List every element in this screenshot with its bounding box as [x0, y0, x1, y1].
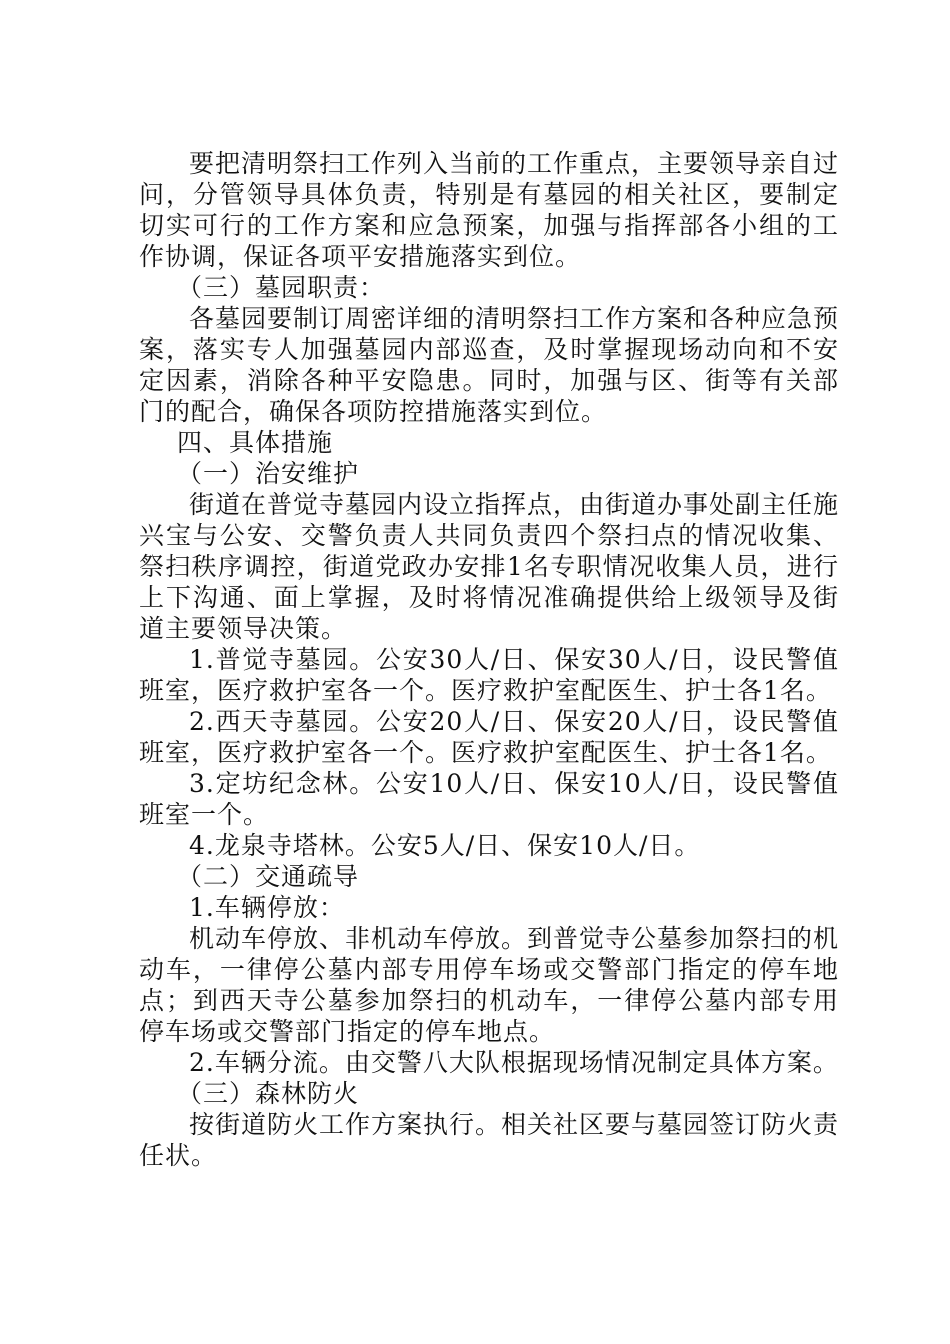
subheading-parking: 1.车辆停放： [189, 893, 345, 922]
document-body [139, 148, 839, 1171]
heading-specific-measures: 四、具体措施 [177, 428, 334, 457]
paragraph-diversion: 2.车辆分流。由交警八大队根据现场情况制定具体方案。 [189, 1048, 839, 1077]
heading-cemetery-duties: （三）墓园职责： [177, 273, 386, 302]
heading-traffic: （二）交通疏导 [177, 862, 360, 891]
list-item-pujuesi: 1.普觉寺墓园。公安30人/日、保安30人/日，设民警值班室，医疗救护室各一个。医疗救护室配医生、护士各1名。 [139, 645, 839, 705]
list-item-longquansi: 4.龙泉寺塔林。公安5人/日、保安10人/日。 [189, 831, 701, 860]
list-item-dingfang: 3.定坊纪念林。公安10人/日、保安10人/日，设民警值班室一个。 [139, 769, 839, 829]
paragraph-parking: 机动车停放、非机动车停放。到普觉寺公墓参加祭扫的机动车，一律停公墓内部专用停车场或交警部门指定的停车地点；到西天寺公墓参加祭扫的机动车，一律停公墓内部专用停车场或交警部门指定的停车地点。 [139, 924, 840, 1046]
heading-public-security: （一）治安维护 [177, 459, 360, 488]
heading-fire-prevention: （三）森林防火 [177, 1079, 360, 1108]
paragraph-leadership-duty: 要把清明祭扫工作列入当前的工作重点，主要领导亲自过问，分管领导具体负责，特别是有墓园的相关社区，要制定切实可行的工作方案和应急预案，加强与指挥部各小组的工作协调，保证各项平安措施落实到位。 [139, 149, 840, 271]
paragraph-cemetery-duties: 各墓园要制订周密详细的清明祭扫工作方案和各种应急预案，落实专人加强墓园内部巡查，及时掌握现场动向和不安定因素，消除各种平安隐患。同时，加强与区、街等有关部门的配合，确保各项防控措施落实到位。 [139, 304, 840, 426]
paragraph-fire-prevention: 按街道防火工作方案执行。相关社区要与墓园签订防火责任状。 [139, 1110, 840, 1170]
list-item-xitiansi: 2.西天寺墓园。公安20人/日、保安20人/日，设民警值班室，医疗救护室各一个。医疗救护室配医生、护士各1名。 [139, 707, 839, 767]
paragraph-command-post: 街道在普觉寺墓园内设立指挥点，由街道办事处副主任施兴宝与公安、交警负责人共同负责四个祭扫点的情况收集、祭扫秩序调控，街道党政办安排1名专职情况收集人员，进行上下沟通、面上掌握，及时将情况准确提供给上级领导及街道主要领导决策。 [139, 490, 840, 643]
